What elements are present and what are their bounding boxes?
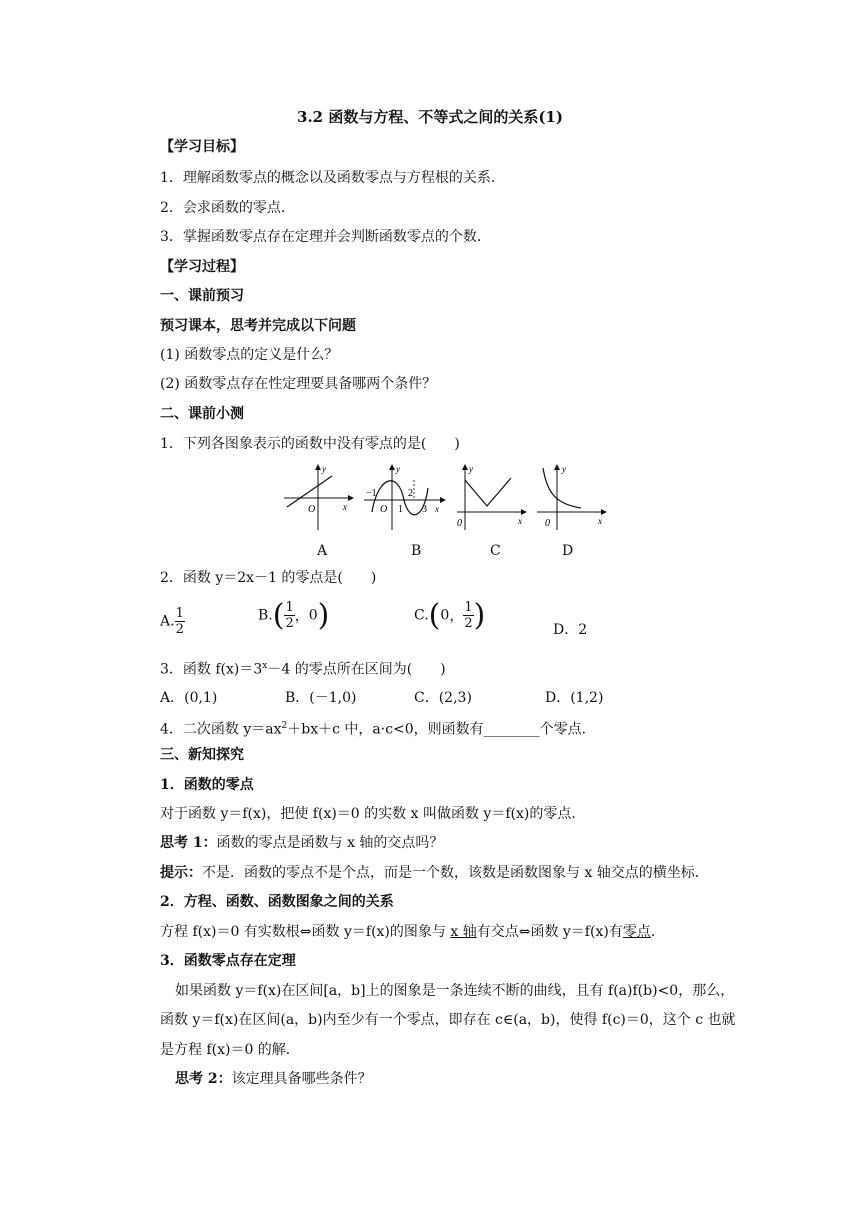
graph-label-d: D — [562, 543, 574, 559]
graph-b — [362, 462, 446, 532]
svg-text:O: O — [308, 504, 316, 515]
section-zero-point: 1．函数的零点 — [160, 777, 254, 793]
svg-text:1: 1 — [398, 504, 403, 515]
svg-text:−1: −1 — [366, 488, 377, 499]
svg-text:x: x — [598, 516, 602, 526]
svg-text:y: y — [396, 464, 400, 474]
quiz-question-3: 3．函数 $f(x)=3^x-4$ 的零点所在区间为( ) — [160, 661, 446, 678]
q2-option-b: B.( $\frac{1}{2}$ ，0) — [258, 597, 330, 633]
q3-option-a: A．(0,1) — [160, 690, 218, 706]
preview-question: (1) 函数零点的定义是什么？ — [160, 347, 339, 363]
relation-statement: 方程 f(x)＝0 有实数根⇔函数 y＝f(x)的图象与 x 轴有交点⇔函数 y＝f(x)有零点． — [160, 924, 665, 940]
theorem-line: 是方程 f(x)＝0 的解． — [160, 1042, 300, 1058]
goals-heading: 【学习目标】 — [160, 139, 244, 155]
preview-heading: 一、课前预习 — [160, 288, 244, 304]
page-title: 3.2 函数与方程、不等式之间的关系(1) — [297, 108, 563, 126]
graph-d — [535, 462, 607, 532]
goal-item: 2．会求函数的零点． — [160, 200, 295, 216]
graph-c — [455, 462, 527, 532]
svg-text:0: 0 — [457, 518, 462, 529]
graph-label-a: A — [317, 543, 328, 559]
svg-text:y: y — [322, 464, 326, 474]
section-relation: 2．方程、函数、函数图象之间的关系 — [160, 894, 394, 910]
svg-text:3: 3 — [422, 504, 427, 515]
theorem-line: 如果函数 y＝f(x)在区间[a，b]上的图象是一条连续不断的曲线，且有 f(a)f(b)<0，那么， — [175, 983, 735, 999]
quiz-question-1: 1．下列各图象表示的函数中没有零点的是( ) — [160, 436, 460, 452]
svg-text:x: x — [343, 502, 347, 512]
zero-definition: 对于函数 y＝f(x)，把使 f(x)＝0 的实数 x 叫做函数 y＝f(x)的零点． — [160, 806, 586, 822]
svg-text:2: 2 — [408, 488, 413, 499]
preview-question: (2) 函数零点存在性定理要具备哪两个条件？ — [160, 376, 437, 392]
goal-item: 1．理解函数零点的概念以及函数零点与方程根的关系． — [160, 170, 505, 186]
think-2: 思考 2：该定理具备哪些条件？ — [175, 1071, 372, 1087]
svg-text:y: y — [562, 464, 566, 474]
hint: 提示：不是．函数的零点不是个点，而是一个数，该数是函数图象与 x 轴交点的横坐标． — [160, 865, 709, 881]
svg-text:0: 0 — [545, 518, 550, 529]
section-theorem: 3．函数零点存在定理 — [160, 953, 296, 969]
process-heading: 【学习过程】 — [160, 259, 244, 275]
q2-option-a: A. $\frac{1}{2}$ — [160, 606, 184, 637]
quiz-question-2: 2．函数 y＝2x－1 的零点是( ) — [160, 570, 377, 586]
graph-label-b: B — [411, 543, 422, 559]
graph-a — [282, 462, 354, 532]
svg-text:y: y — [469, 464, 473, 474]
quiz-question-4: 4．二次函数 $y=ax^2+bx+c$ 中，a·c<0，则函数有________个零点． — [160, 721, 596, 738]
svg-text:O: O — [380, 504, 388, 515]
q2-option-c: C.(0， $\frac{1}{2}$ ) — [414, 597, 486, 633]
q3-option-d: D．(1,2) — [545, 690, 604, 706]
think-1: 思考 1：函数的零点是函数与 x 轴的交点吗？ — [160, 835, 444, 851]
explore-heading: 三、新知探究 — [160, 747, 244, 763]
goal-item: 3．掌握函数零点存在定理并会判断函数零点的个数． — [160, 229, 491, 245]
preview-instruction: 预习课本，思考并完成以下问题 — [160, 318, 356, 334]
q3-option-b: B．(－1,0) — [285, 690, 357, 706]
q3-option-c: C．(2,3) — [414, 690, 472, 706]
q2-option-d: D．2 — [553, 622, 588, 638]
svg-text:x: x — [435, 504, 439, 514]
graph-label-c: C — [490, 543, 501, 559]
quiz-heading: 二、课前小测 — [160, 406, 244, 422]
theorem-line: 函数 y＝f(x)在区间(a，b)内至少有一个零点，即存在 c∈(a，b)，使得 f(c)＝0，这个 c 也就 — [160, 1012, 736, 1028]
svg-text:x: x — [518, 516, 522, 526]
